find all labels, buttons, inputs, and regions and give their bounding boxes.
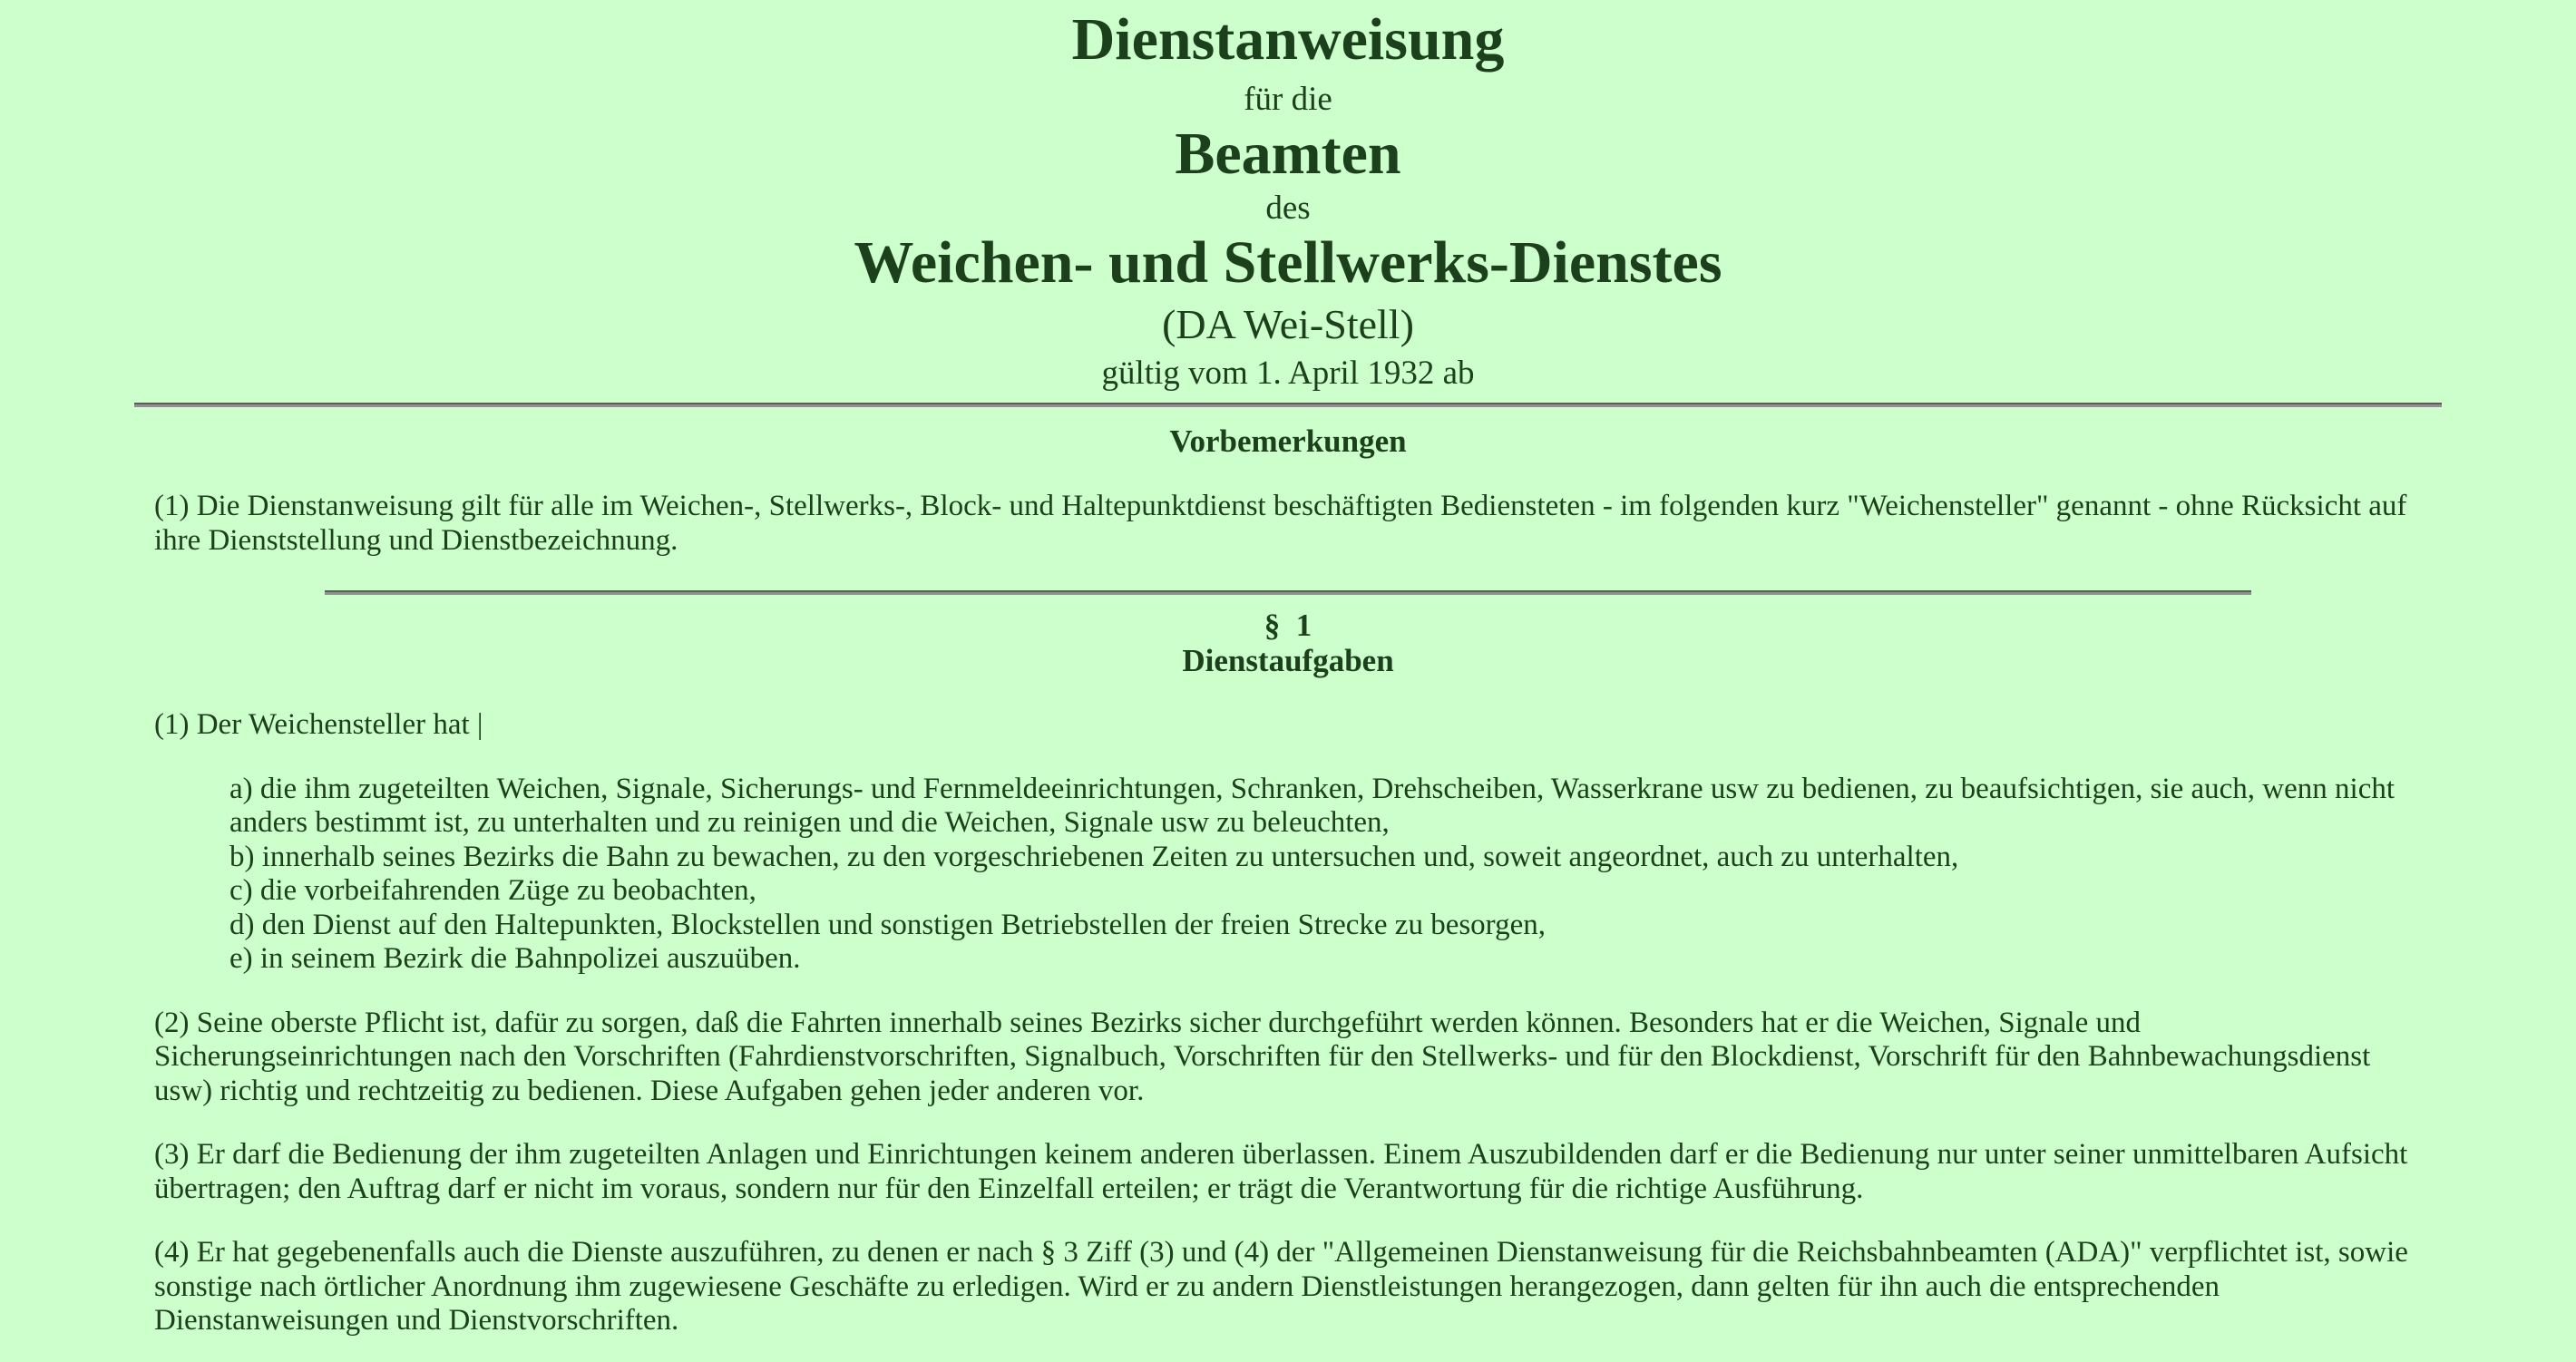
- duty-item-c: c) die vorbeifahrenden Züge zu beobachten,: [229, 874, 756, 907]
- doc-title: Dienstanweisung: [1071, 6, 1505, 73]
- section-1-number: § 1: [1264, 608, 1312, 643]
- section-1-paragraph-3: (3) Er darf die Bedienung der ihm zugeteilten Anlagen und Einrichtungen keinem anderen überlassen. Einem Auszubildenden darf er die Bedienung nur unter seiner unmittelbaren Aufsicht übertragen; den Auftrag darf er nicht im voraus, sondern nur für den Einzelfall erteilen; er trägt die Verantwortung für die richtige Ausführung.: [154, 1138, 2408, 1205]
- duty-list: [229, 773, 2422, 977]
- section-1-paragraph-1-intro: (1) Der Weichensteller hat |: [154, 708, 483, 741]
- section-vorbemerkungen: [0, 423, 2576, 558]
- duty-item-e: e) in seinem Bezirk die Bahnpolizei auszuüben.: [229, 942, 801, 975]
- doc-title-of-line: des: [1265, 190, 1311, 227]
- section-1-title: Dienstaufgaben: [1182, 643, 1394, 678]
- section-1: [0, 608, 2576, 1338]
- duty-item-b: b) innerhalb seines Bezirks die Bahn zu bewachen, zu den vorgeschriebenen Zeiten zu untersuchen und, soweit angeordnet, auch zu unterhalten,: [229, 840, 1959, 873]
- vorbemerkungen-heading: Vorbemerkungen: [1169, 423, 1407, 459]
- doc-title-abbreviation: (DA Wei-Stell): [1162, 301, 1414, 347]
- section-1-heading: [154, 608, 2422, 678]
- section-1-paragraph-4: (4) Er hat gegebenenfalls auch die Dienste auszuführen, zu denen er nach § 3 Ziff (3) und (4) der "Allgemeinen Dienstanweisung für die Reichsbahnbeamten (ADA)" verpflichtet ist, sowie sonstige nach örtlicher Anordnung ihm zugewiesene Geschäfte zu erledigen. Wird er zu andern Dienstleistungen herangezogen, dann gelten für ihn auch die entsprechenden Dienstanweisungen und Dienstvorschriften.: [154, 1236, 2408, 1337]
- duty-item-d: d) den Dienst auf den Haltepunkten, Blockstellen und sonstigen Betriebstellen der freien Strecke zu besorgen,: [229, 908, 1546, 941]
- document-header: [0, 0, 2576, 395]
- doc-title-audience: Beamten: [1175, 121, 1401, 187]
- duty-item-a: a) die ihm zugeteilten Weichen, Signale, Sicherungs- und Fernmeldeeinrichtungen, Schranken, Drehscheiben, Wasserkrane usw zu bedienen, zu beaufsichtigen, sie auch, wenn nicht anders bestimmt ist, zu unterhalten und zu reinigen und die Weichen, Signale usw zu beleuchten,: [229, 772, 2395, 839]
- doc-title-for-line: für die: [1244, 81, 1332, 118]
- divider-header: [134, 403, 2442, 407]
- divider-section-1: [325, 590, 2251, 595]
- vorbemerkungen-paragraph-1: (1) Die Dienstanweisung gilt für alle im Weichen-, Stellwerks-, Block- und Haltepunktdienst beschäftigten Bediensteten - im folgenden kurz "Weichensteller" genannt - ohne Rücksicht auf ihre Dienststellung und Dienstbezeichnung.: [154, 490, 2407, 557]
- section-1-paragraph-2: (2) Seine oberste Pflicht ist, dafür zu sorgen, daß die Fahrten innerhalb seines Bezirks sicher durchgeführt werden können. Besonders hat er die Weichen, Signale und Sicherungseinrichtungen nach den Vorschriften (Fahrdienstvorschriften, Signalbuch, Vorschriften für den Stellwerks- und für den Blockdienst, Vorschrift für den Bahnbewachungsdienst usw) richtig und rechtzeitig zu bedienen. Diese Aufgaben gehen jeder anderen vor.: [154, 1006, 2371, 1107]
- doc-title-service: Weichen- und Stellwerks-Dienstes: [854, 229, 1722, 296]
- doc-title-validity: gültig vom 1. April 1932 ab: [1101, 355, 1475, 392]
